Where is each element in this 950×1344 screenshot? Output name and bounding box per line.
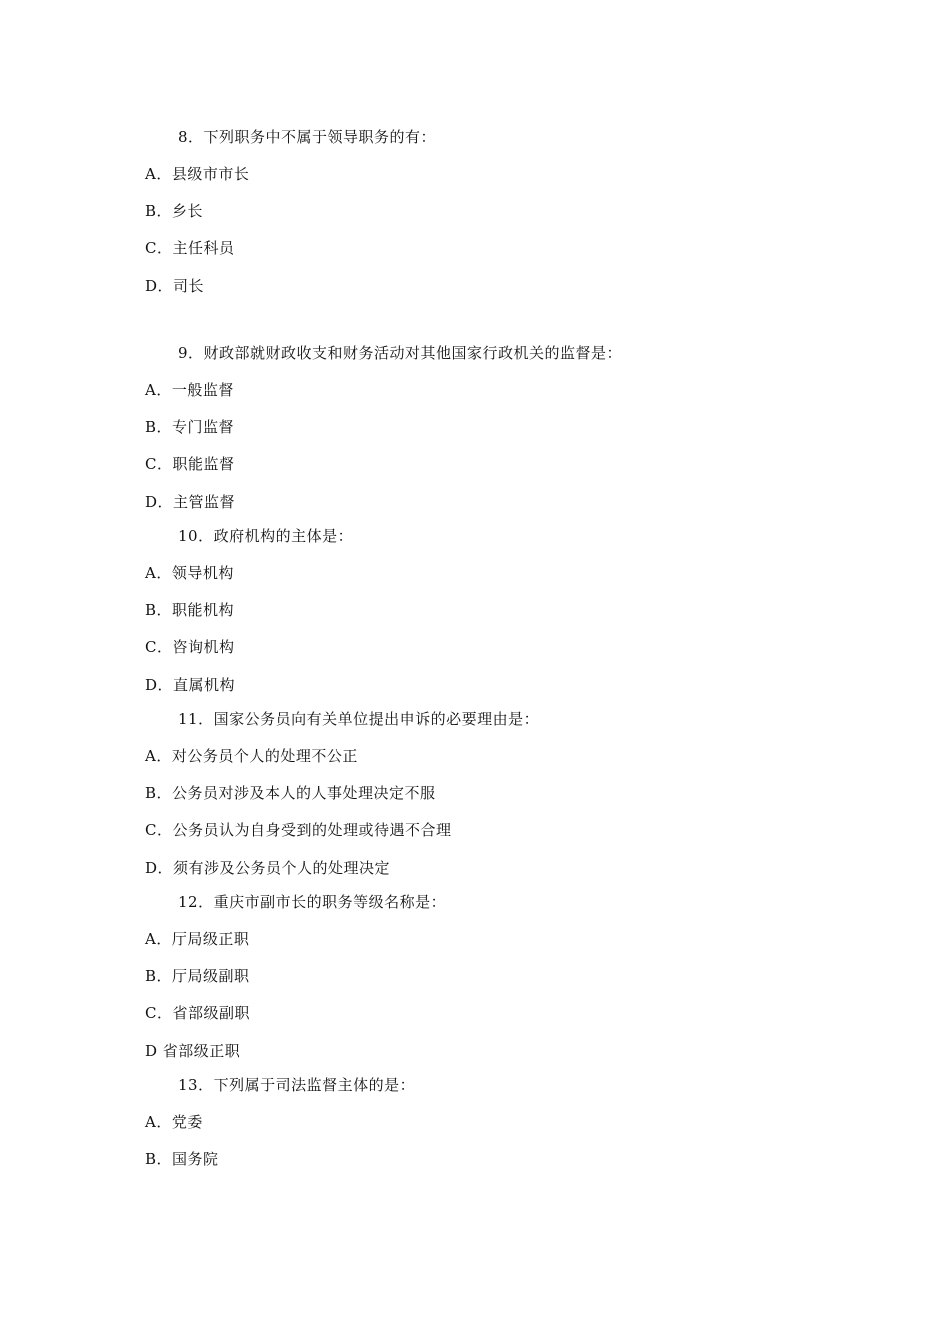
question-8-option-b: B．乡长: [145, 202, 204, 220]
question-11-option-a: A．对公务员个人的处理不公正: [145, 747, 358, 765]
question-11-option-c: C．公务员认为自身受到的处理或待遇不合理: [145, 821, 452, 839]
question-9-option-b: B．专门监督: [145, 418, 235, 436]
question-9-option-a: A．一般监督: [145, 381, 234, 399]
question-9-option-c: C．职能监督: [145, 455, 235, 473]
question-11-option-b: B．公务员对涉及本人的人事处理决定不服: [145, 784, 436, 802]
question-13-option-b: B．国务院: [145, 1150, 219, 1168]
question-11: 11．国家公务员向有关单位提出申诉的必要理由是：: [178, 710, 540, 728]
question-10: 10．政府机构的主体是：: [178, 527, 354, 545]
question-12-option-c: C．省部级副职: [145, 1004, 250, 1022]
question-8: 8．下列职务中不属于领导职务的有：: [178, 128, 437, 146]
question-10-option-a: A．领导机构: [145, 564, 234, 582]
question-10-option-b: B．职能机构: [145, 601, 235, 619]
question-9-option-d: D．主管监督: [145, 493, 236, 511]
question-9: 9．财政部就财政收支和财务活动对其他国家行政机关的监督是：: [178, 344, 623, 362]
question-13: 13．下列属于司法监督主体的是：: [178, 1076, 416, 1094]
question-8-option-d: D．司长: [145, 277, 205, 295]
question-12: 12．重庆市副市长的职务等级名称是：: [178, 893, 447, 911]
question-10-option-d: D．直属机构: [145, 676, 236, 694]
question-8-option-a: A．县级市市长: [145, 165, 250, 183]
question-12-option-d: D 省部级正职: [145, 1042, 241, 1060]
question-12-option-b: B．厅局级副职: [145, 967, 250, 985]
question-8-option-c: C．主任科员: [145, 239, 235, 257]
question-12-option-a: A．厅局级正职: [145, 930, 250, 948]
question-13-option-a: A．党委: [145, 1113, 203, 1131]
question-10-option-c: C．咨询机构: [145, 638, 235, 656]
question-11-option-d: D．须有涉及公务员个人的处理决定: [145, 859, 391, 877]
